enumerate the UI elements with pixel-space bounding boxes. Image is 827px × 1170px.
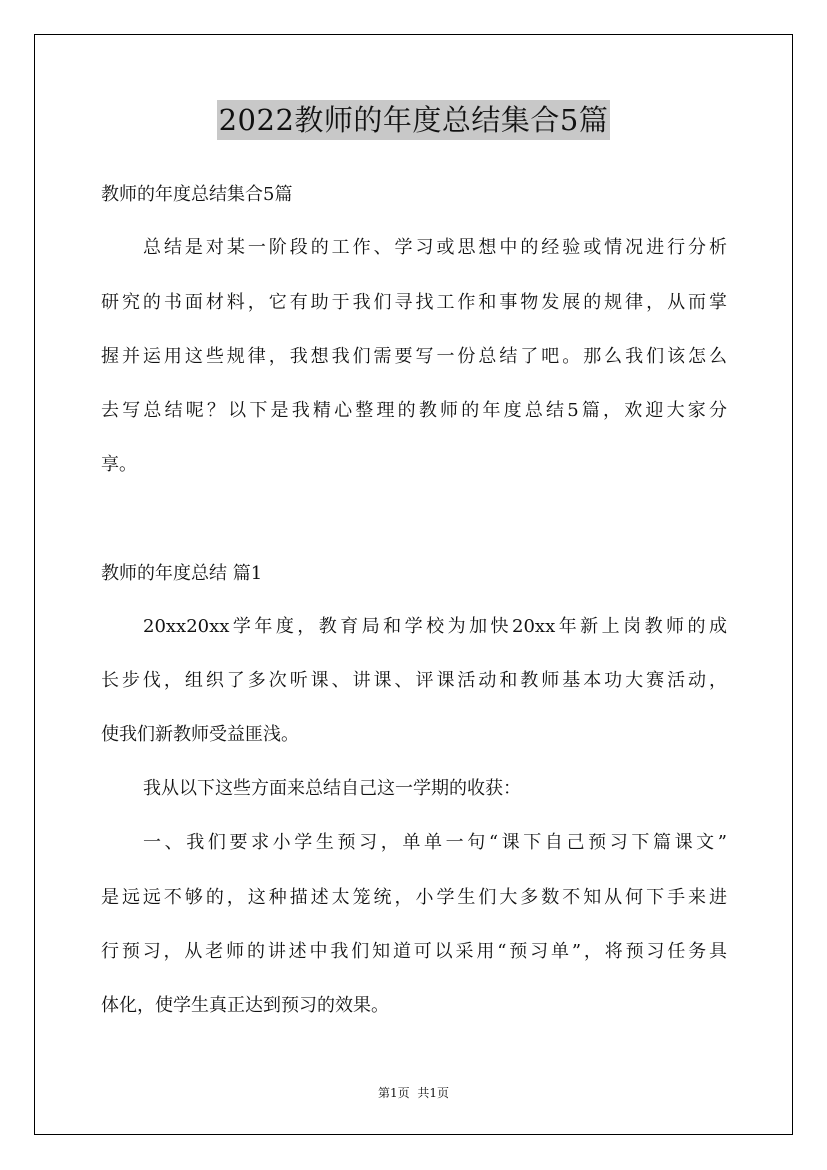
title-container xyxy=(0,100,827,140)
document-title: 2022教师的年度总结集合5篇 xyxy=(217,100,611,140)
intro-line-2: 研究的书面材料，它有助于我们寻找工作和事物发展的规律，从而掌 xyxy=(101,292,727,313)
para3-line-4: 体化，使学生真正达到预习的效果。 xyxy=(101,995,389,1016)
intro-line-3: 握并运用这些规律，我想我们需要写一份总结了吧。那么我们该怎么 xyxy=(101,346,727,367)
intro-line-4: 去写总结呢？以下是我精心整理的教师的年度总结5篇，欢迎大家分 xyxy=(101,400,727,421)
intro-line-1: 总结是对某一阶段的工作、学习或思想中的经验或情况进行分析 xyxy=(143,237,727,258)
page-total: 共1页 xyxy=(417,1086,450,1100)
para1-line-1: 20xx20xx学年度，教育局和学校为加快20xx年新上岗教师的成 xyxy=(143,616,727,637)
para3-line-1: 一、我们要求小学生预习，单单一句“课下自己预习下篇课文” xyxy=(143,832,727,853)
para2-line-1: 我从以下这些方面来总结自己这一学期的收获： xyxy=(143,778,521,799)
page-footer xyxy=(0,1084,827,1101)
document-subtitle: 教师的年度总结集合5篇 xyxy=(101,184,293,205)
para1-line-3: 使我们新教师受益匪浅。 xyxy=(101,724,299,745)
intro-line-5: 享。 xyxy=(101,454,137,475)
para1-line-2: 长步伐，组织了多次听课、讲课、评课活动和教师基本功大赛活动， xyxy=(101,670,727,691)
para3-line-2: 是远远不够的，这种描述太笼统，小学生们大多数不知从何下手来进 xyxy=(101,887,727,908)
para3-line-3: 行预习，从老师的讲述中我们知道可以采用“预习单”，将预习任务具 xyxy=(101,941,727,962)
section-heading: 教师的年度总结 篇1 xyxy=(101,563,263,584)
page-number: 第1页 xyxy=(377,1086,410,1100)
